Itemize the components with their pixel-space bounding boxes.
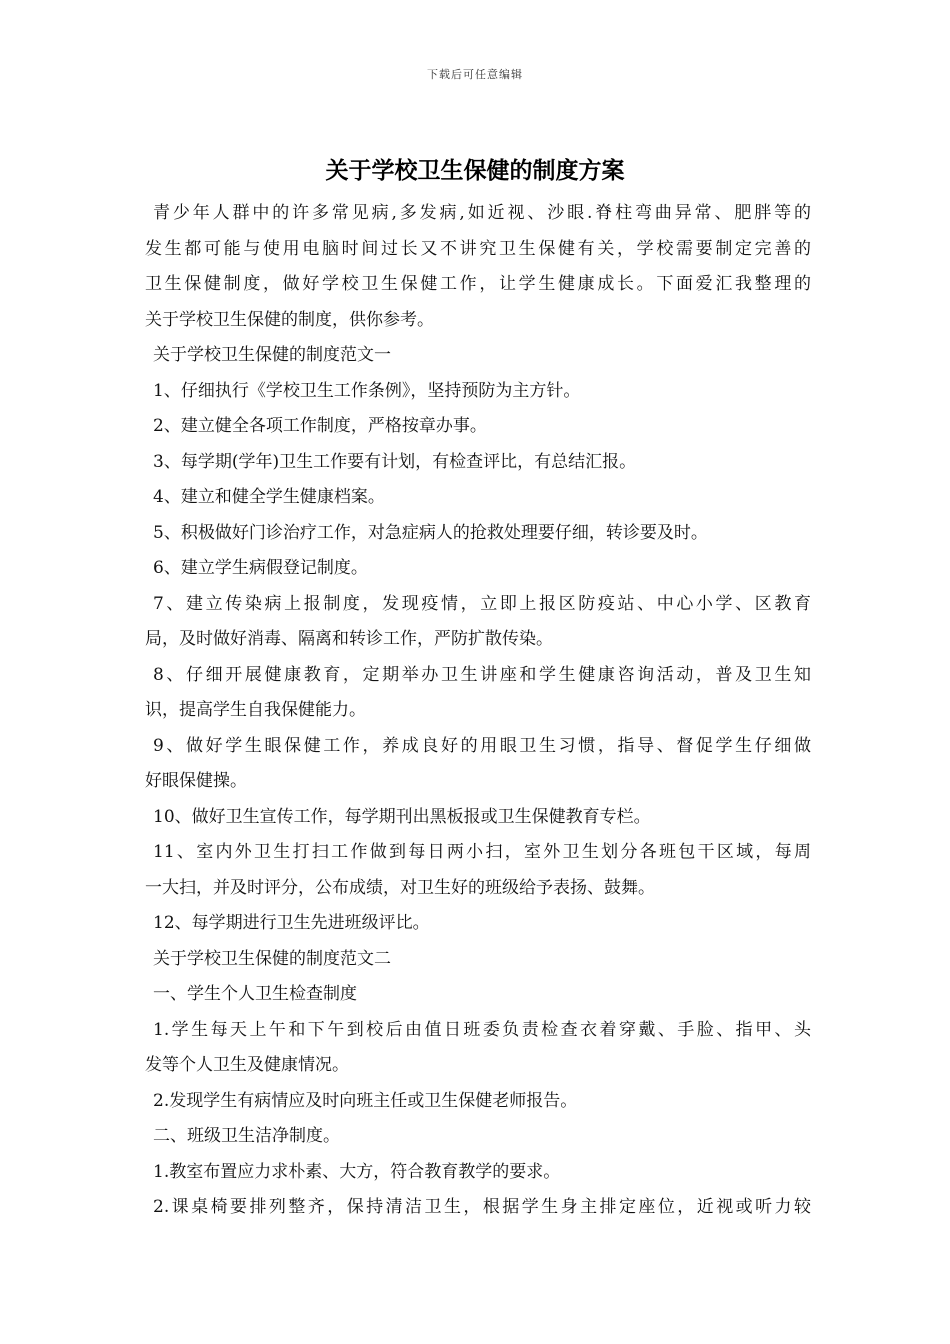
- text-line: 2.课桌椅要排列整齐，保持清洁卫生，根据学生身主排定座位，近视或听力较: [153, 1197, 811, 1217]
- text-line: 12、每学期进行卫生先进班级评比。: [153, 913, 430, 933]
- text-line: 1、仔细执行《学校卫生工作条例》，坚持预防为主方针。: [153, 380, 581, 401]
- text-line: 一大扫，并及时评分，公布成绩，对卫生好的班级给予表扬、鼓舞。: [145, 877, 655, 898]
- text-line: 局，及时做好消毒、隔离和转诊工作，严防扩散传染。: [145, 629, 553, 649]
- text-line: 关于学校卫生保健的制度范文一: [153, 345, 391, 365]
- text-line: 10、做好卫生宣传工作，每学期刊出黑板报或卫生保健教育专栏。: [153, 806, 651, 827]
- text-line: 11、室内外卫生打扫工作做到每日两小扫，室外卫生划分各班包干区域，每周: [153, 842, 811, 862]
- text-line: 7、建立传染病上报制度，发现疫情，立即上报区防疫站、中心小学、区教育: [153, 593, 811, 614]
- header-note: 下载后可任意编辑: [427, 68, 523, 81]
- document-body: [145, 196, 811, 1226]
- text-line: 关于学校卫生保健的制度，供你参考。: [145, 309, 434, 330]
- text-line: 发等个人卫生及健康情况。: [145, 1055, 349, 1075]
- document-title: 关于学校卫生保健的制度方案: [325, 157, 625, 184]
- text-line: 1.教室布置应力求朴素、大方，符合教育教学的要求。: [153, 1161, 561, 1182]
- text-line: 1.学生每天上午和下午到校后由值日班委负责检查衣着穿戴、手脸、指甲、头: [153, 1019, 811, 1040]
- text-line: 4、建立和健全学生健康档案。: [153, 487, 385, 507]
- text-line: 8、仔细开展健康教育，定期举办卫生讲座和学生健康咨询活动，普及卫生知: [153, 664, 811, 685]
- text-line: 2、建立健全各项工作制度，严格按章办事。: [153, 416, 487, 436]
- text-line: 识，提高学生自我保健能力。: [145, 700, 366, 720]
- text-line: 关于学校卫生保健的制度范文二: [153, 948, 391, 969]
- text-line: 发生都可能与使用电脑时间过长又不讲究卫生保健有关，学校需要制定完善的: [145, 238, 811, 259]
- text-line: 3、每学期(学年)卫生工作要有计划，有检查评比，有总结汇报。: [153, 451, 637, 472]
- text-line: 二、班级卫生洁净制度。: [153, 1126, 340, 1146]
- text-line: 6、建立学生病假登记制度。: [153, 558, 368, 578]
- text-line: 9、做好学生眼保健工作，养成良好的用眼卫生习惯，指导、督促学生仔细做: [153, 735, 811, 756]
- text-line: 一、学生个人卫生检查制度: [153, 984, 357, 1004]
- text-line: 好眼保健操。: [145, 771, 247, 791]
- text-line: 2.发现学生有病情应及时向班主任或卫生保健老师报告。: [153, 1090, 578, 1111]
- text-line: 5、积极做好门诊治疗工作，对急症病人的抢救处理要仔细，转诊要及时。: [153, 522, 708, 543]
- text-line: 卫生保健制度，做好学校卫生保健工作，让学生健康成长。下面爱汇我整理的: [145, 274, 811, 294]
- text-line: 青少年人群中的许多常见病,多发病,如近视、沙眼.脊柱弯曲异常、肥胖等的: [153, 203, 811, 223]
